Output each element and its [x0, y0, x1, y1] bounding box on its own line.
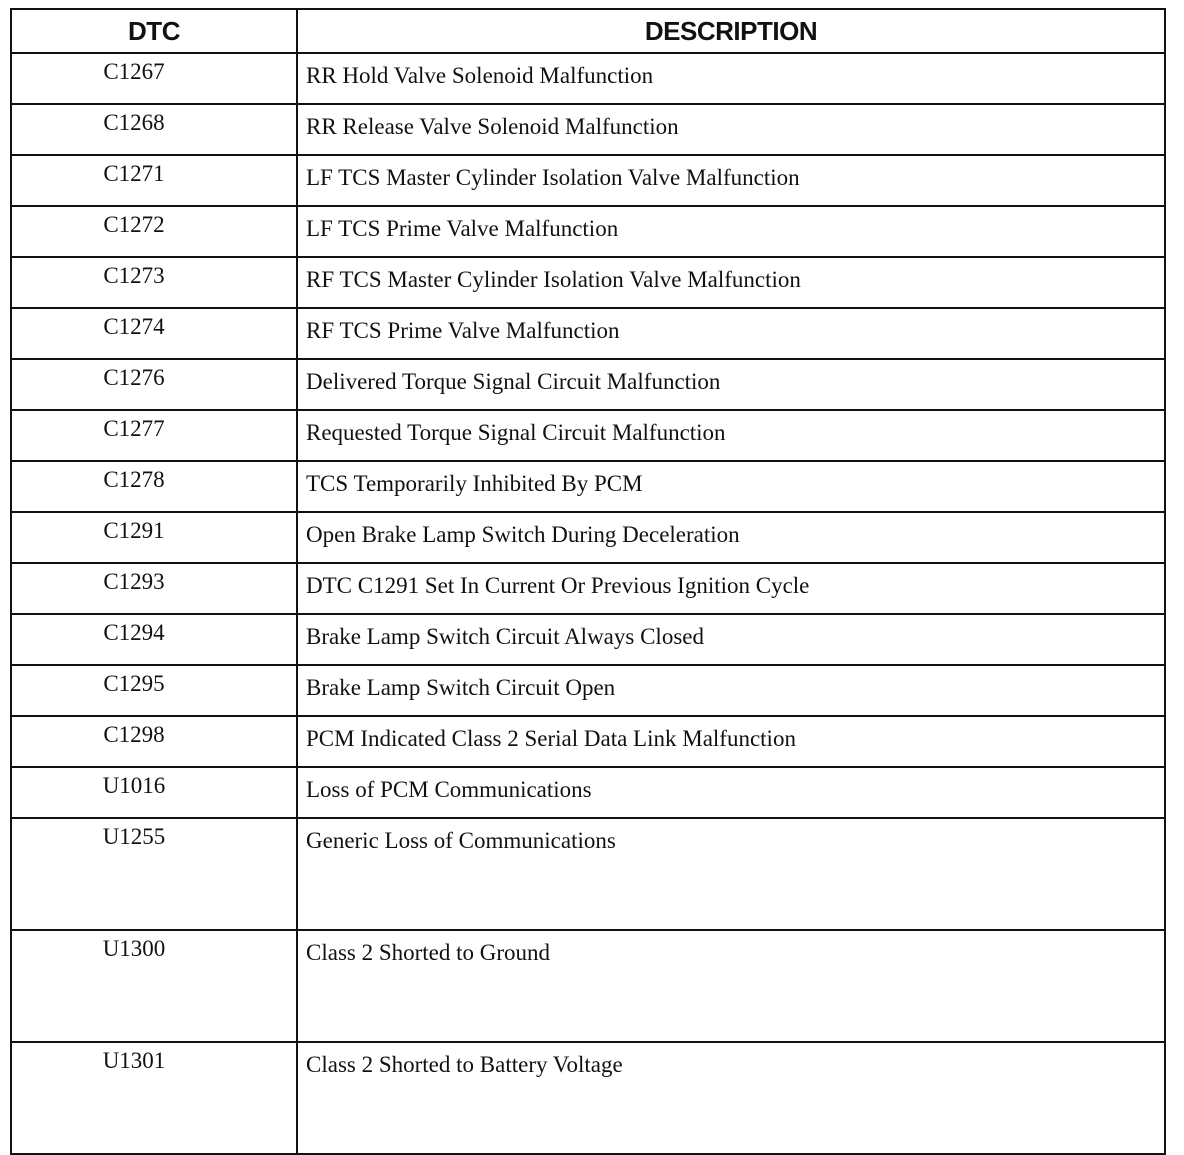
dtc-description: LF TCS Prime Valve Malfunction: [297, 206, 1165, 257]
dtc-code: C1294: [11, 614, 297, 665]
dtc-code: C1277: [11, 410, 297, 461]
table-row: [11, 359, 1165, 410]
dtc-description: Requested Torque Signal Circuit Malfunction: [297, 410, 1165, 461]
header-row: [11, 9, 1165, 53]
dtc-description: RR Release Valve Solenoid Malfunction: [297, 104, 1165, 155]
dtc-description: TCS Temporarily Inhibited By PCM: [297, 461, 1165, 512]
dtc-code: C1267: [11, 53, 297, 104]
dtc-table: [10, 8, 1166, 1155]
table-row: [11, 767, 1165, 818]
dtc-column-header: DTC: [11, 9, 297, 53]
table-row: [11, 104, 1165, 155]
dtc-code: C1298: [11, 716, 297, 767]
table-row: [11, 930, 1165, 1042]
table-row: [11, 410, 1165, 461]
dtc-code: C1278: [11, 461, 297, 512]
description-column-header: DESCRIPTION: [297, 9, 1165, 53]
table-row: [11, 155, 1165, 206]
table-row: [11, 206, 1165, 257]
table-row: [11, 563, 1165, 614]
dtc-code: C1274: [11, 308, 297, 359]
table-row: [11, 53, 1165, 104]
dtc-code: C1272: [11, 206, 297, 257]
dtc-code: U1255: [11, 818, 297, 930]
dtc-description: PCM Indicated Class 2 Serial Data Link Malfunction: [297, 716, 1165, 767]
dtc-code: C1276: [11, 359, 297, 410]
table-row: [11, 818, 1165, 930]
table-row: [11, 308, 1165, 359]
dtc-description: RR Hold Valve Solenoid Malfunction: [297, 53, 1165, 104]
dtc-code: C1295: [11, 665, 297, 716]
dtc-description: LF TCS Master Cylinder Isolation Valve Malfunction: [297, 155, 1165, 206]
table-row: [11, 461, 1165, 512]
dtc-code: C1271: [11, 155, 297, 206]
dtc-code: U1016: [11, 767, 297, 818]
table-row: [11, 614, 1165, 665]
dtc-code: U1301: [11, 1042, 297, 1154]
dtc-description: DTC C1291 Set In Current Or Previous Ignition Cycle: [297, 563, 1165, 614]
table-row: [11, 257, 1165, 308]
dtc-code: C1268: [11, 104, 297, 155]
dtc-description: Delivered Torque Signal Circuit Malfunction: [297, 359, 1165, 410]
dtc-description: Class 2 Shorted to Ground: [297, 930, 1165, 1042]
dtc-description: Class 2 Shorted to Battery Voltage: [297, 1042, 1165, 1154]
table-row: [11, 716, 1165, 767]
dtc-description: Brake Lamp Switch Circuit Always Closed: [297, 614, 1165, 665]
dtc-description: RF TCS Master Cylinder Isolation Valve Malfunction: [297, 257, 1165, 308]
dtc-description: RF TCS Prime Valve Malfunction: [297, 308, 1165, 359]
dtc-code: C1273: [11, 257, 297, 308]
table-row: [11, 665, 1165, 716]
dtc-description: Brake Lamp Switch Circuit Open: [297, 665, 1165, 716]
dtc-code: C1291: [11, 512, 297, 563]
dtc-description: Open Brake Lamp Switch During Deceleration: [297, 512, 1165, 563]
dtc-code: U1300: [11, 930, 297, 1042]
table-row: [11, 1042, 1165, 1154]
dtc-description: Generic Loss of Communications: [297, 818, 1165, 930]
dtc-code: C1293: [11, 563, 297, 614]
table-row: [11, 512, 1165, 563]
dtc-description: Loss of PCM Communications: [297, 767, 1165, 818]
